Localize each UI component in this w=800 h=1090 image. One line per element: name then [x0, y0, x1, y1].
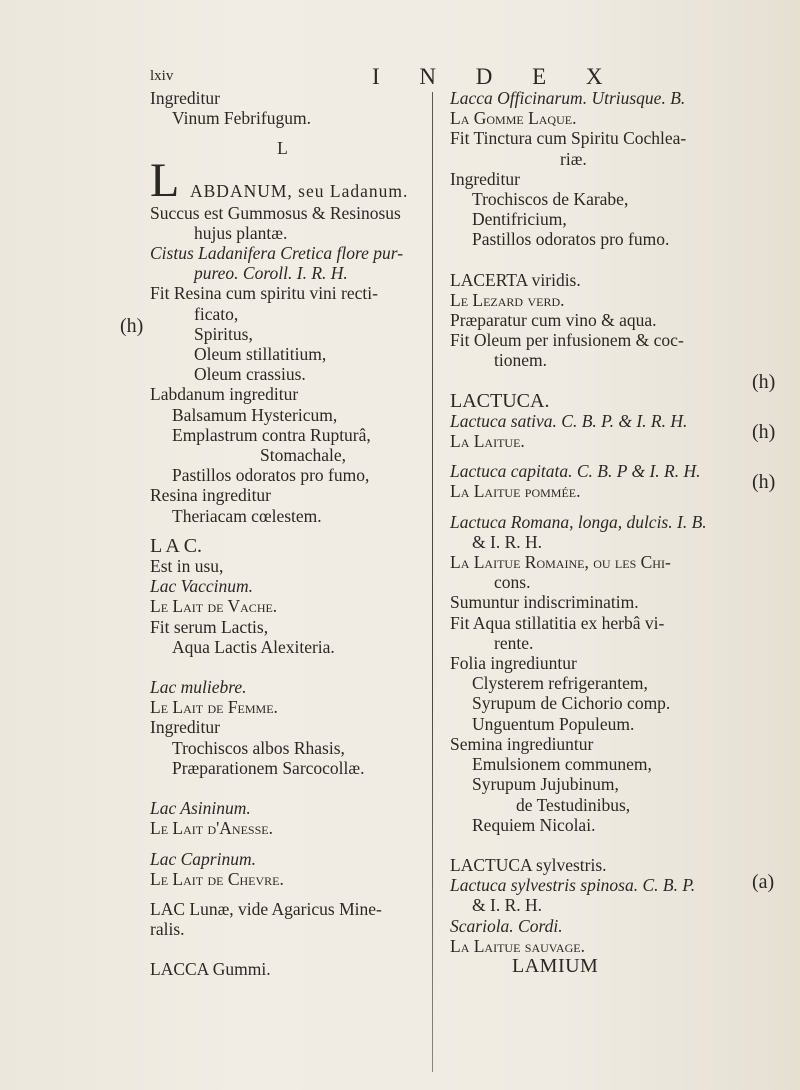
text-line: Scariola. Cordi. [450, 915, 563, 936]
text-line: Fit Oleum per infusionem & coc- [450, 330, 684, 351]
text-line: Folia ingrediuntur [450, 653, 577, 674]
text-line: Pastillos odoratos pro fumo. [472, 229, 670, 250]
text-line: Oleum stillatitium, [194, 344, 327, 365]
text-line: Balsamum Hystericum, [172, 404, 338, 425]
text-line: ralis. [150, 919, 185, 940]
text-line: pureo. Coroll. I. R. H. [194, 263, 348, 284]
margin-note: (h) [752, 371, 776, 393]
text-line: Spiritus, [194, 323, 253, 344]
text-line: Theriacam cœlestem. [172, 505, 322, 526]
text-line: Præparatur cum vino & aqua. [450, 310, 657, 331]
text-line: Lac muliebre. [150, 677, 247, 698]
margin-note: (h) [120, 315, 144, 337]
text-line: Le Lait de Femme. [150, 697, 278, 718]
text-line: Emplastrum contra Rupturâ, [172, 424, 371, 445]
section-letter: L [277, 138, 288, 159]
text-line: La Laitue sauvage. [450, 935, 585, 956]
text-line: rente. [494, 632, 534, 653]
text-line: hujus plantæ. [194, 222, 288, 243]
drop-cap: L [150, 153, 180, 207]
text-line: Requiem Nicolai. [472, 814, 596, 835]
text-line: tionem. [494, 350, 547, 371]
text-line: Trochiscos albos Rhasis, [172, 737, 345, 758]
text-line: Sumuntur indiscriminatim. [450, 592, 639, 613]
text-line: ficato, [194, 303, 239, 324]
right-column [450, 88, 740, 976]
entry-heading: L A C. [150, 534, 203, 557]
text-line: Ingreditur [450, 168, 520, 189]
text-line: Fit Resina cum spiritu vini recti- [150, 283, 378, 304]
text-line: Cistus Ladanifera Cretica flore pur- [150, 243, 404, 264]
text-line: Lactuca Romana, longa, dulcis. I. B. [450, 511, 707, 532]
entry-heading: LACTUCA sylvestris. [450, 854, 607, 875]
text-line: La Laitue. [450, 431, 525, 452]
text-line: Emulsionem communem, [472, 754, 652, 775]
text-line: Lactuca sylvestris spinosa. C. B. P. [450, 875, 696, 896]
text-line: de Testudinibus, [516, 794, 631, 815]
text-line: Succus est Gummosus & Resinosus [150, 202, 401, 223]
text-line: Lacca Officinarum. Utriusque. B. [450, 88, 686, 108]
entry-heading: LACTUCA. [450, 389, 550, 412]
text-line: Semina ingrediuntur [450, 733, 594, 754]
text-line: Dentifricium, [472, 209, 567, 230]
text-line: Unguentum Populeum. [472, 713, 635, 734]
entry-heading: LACERTA viridis. [450, 269, 581, 290]
text-line: LACCA Gummi. [150, 959, 271, 980]
margin-note: (a) [752, 871, 775, 893]
text-line: Oleum crassius. [194, 364, 306, 385]
text-line: Le Lait d'Anesse. [150, 818, 273, 839]
text-line: riæ. [560, 148, 587, 169]
text-line: cons. [494, 572, 531, 593]
text-line: & I. R. H. [472, 895, 542, 916]
text-line: Stomachale, [260, 445, 347, 466]
text-line: Fit Tinctura cum Spiritu Cochlea- [450, 128, 687, 149]
text-line: Aqua Lactis Alexiteria. [172, 636, 335, 657]
text-line: Fit Aqua stillatitia ex herbâ vi- [450, 612, 665, 633]
text-line: Le Lait de Chevre. [150, 868, 284, 889]
text-line: La Laitue Romaine, ou les Chi- [450, 552, 671, 573]
text-line: Clysterem refrigerantem, [472, 673, 648, 694]
running-title: I N D E X [372, 64, 620, 89]
text-line: Ingreditur [150, 717, 220, 738]
text-line: LAC Lunæ, vide Agaricus Mine- [150, 898, 382, 919]
text-line: Lac Vaccinum. [150, 576, 254, 597]
text-line: Est in usu, [150, 556, 224, 577]
left-column [150, 88, 435, 980]
text-line: Syrupum de Cichorio comp. [472, 693, 671, 714]
page-number: lxiv [150, 68, 174, 84]
page-header [150, 64, 710, 88]
text-line: & I. R. H. [472, 531, 542, 552]
margin-note: (h) [752, 471, 776, 493]
entry-heading: ABDANUM, seu Ladanum. [190, 180, 409, 201]
text-line: Lac Asininum. [150, 798, 251, 819]
text-line: Le Lait de Vache. [150, 596, 278, 617]
text-line: Lactuca sativa. C. B. P. & I. R. H. [450, 410, 688, 431]
text-line: Vinum Febrifugum. [172, 108, 311, 129]
text-line: Præparationem Sarcocollæ. [172, 757, 365, 778]
text-line: Syrupum Jujubinum, [472, 774, 619, 795]
catchword: LAMIUM [512, 954, 599, 977]
text-line: Lactuca capitata. C. B. P & I. R. H. [450, 461, 701, 482]
text-line: La Laitue pommée. [450, 481, 581, 502]
text-line: Le Lezard verd. [450, 289, 565, 310]
text-line: Resina ingreditur [150, 485, 272, 506]
text-line: Pastillos odoratos pro fumo, [172, 465, 370, 486]
text-line: Ingreditur [150, 88, 220, 108]
text-line: Lac Caprinum. [150, 848, 256, 869]
entry-ladanum [150, 153, 435, 207]
text-line: La Gomme Laque. [450, 108, 577, 129]
text-line: Labdanum ingreditur [150, 384, 299, 405]
margin-note: (h) [752, 421, 776, 443]
text-line: Fit serum Lactis, [150, 616, 269, 637]
text-line: Trochiscos de Karabe, [472, 189, 629, 210]
